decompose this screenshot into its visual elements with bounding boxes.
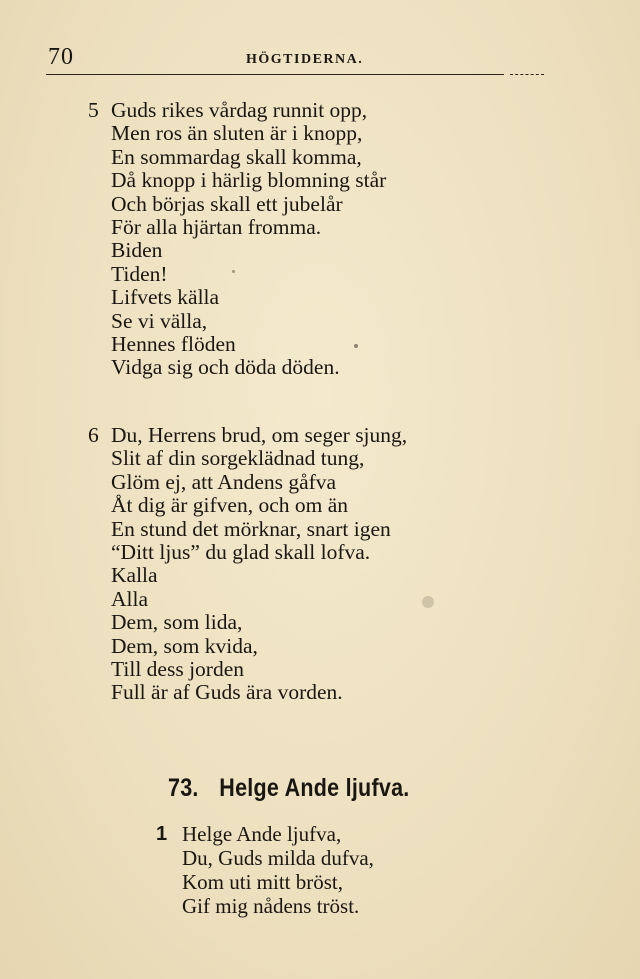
stanza-line: Gif mig nådens tröst. (182, 894, 360, 918)
stanza-5 (111, 99, 386, 380)
stanza-line: Glöm ej, att Andens gåfva (111, 469, 337, 494)
stanza-line: En stund det mörknar, snart igen (111, 516, 391, 541)
stanza-number-6: 6 (88, 423, 99, 447)
stanza-line: Se vi välla, (111, 308, 208, 333)
paper-speck (354, 344, 358, 348)
page-number: 70 (48, 44, 74, 70)
stanza-6 (111, 424, 407, 705)
stanza-line: Lifvets källa (111, 285, 220, 310)
stanza-line: Kom uti mitt bröst, (182, 870, 344, 894)
stanza-line: Slit af din sorgeklädnad tung, (111, 446, 365, 471)
stanza-line: Vidga sig och döda döden. (111, 355, 340, 380)
header-rule-tail (510, 74, 544, 75)
stanza-line: Dem, som lida, (111, 610, 243, 635)
stanza-line: Du, Herrens brud, om seger sjung, (111, 423, 408, 447)
paper-speck (232, 270, 235, 273)
running-head: HÖGTIDERNA. (246, 52, 364, 67)
stanza-line: “Ditt ljus” du glad skall lofva. (111, 540, 371, 565)
stanza-number-1: 1 (156, 823, 168, 845)
hymn-73-stanza-1 (182, 822, 374, 918)
stanza-line: En sommardag skall komma, (111, 144, 362, 169)
hymn-title: Helge Ande ljufva. (219, 774, 410, 802)
stanza-line: Till dess jorden (111, 657, 244, 682)
stanza-line: Men ros än sluten är i knopp, (111, 121, 363, 146)
stanza-line: Biden (111, 238, 163, 263)
stanza-line: Full är af Guds ära vorden. (111, 680, 343, 705)
stanza-line: Alla (111, 586, 149, 611)
stanza-line: Guds rikes vårdag runnit opp, (111, 98, 368, 122)
stanza-line: Kalla (111, 563, 158, 588)
hymn-number: 73. (168, 774, 199, 802)
stanza-line: Tiden! (111, 261, 168, 286)
stanza-line: För alla hjärtan fromma. (111, 215, 322, 240)
stanza-line: Då knopp i härlig blomning står (111, 168, 387, 193)
stanza-line: Åt dig är gifven, och om än (111, 493, 349, 518)
header-rule (46, 74, 504, 75)
stanza-line: Helge Ande ljufva, (182, 822, 342, 846)
stanza-line: Och börjas skall ett jubelår (111, 191, 343, 216)
stanza-line: Hennes flöden (111, 332, 236, 357)
stanza-number-5: 5 (88, 98, 99, 122)
stanza-line: Du, Guds milda dufva, (182, 846, 374, 870)
paper-speck (422, 596, 434, 608)
stanza-line: Dem, som kvida, (111, 633, 258, 658)
hymn-heading (168, 774, 410, 803)
